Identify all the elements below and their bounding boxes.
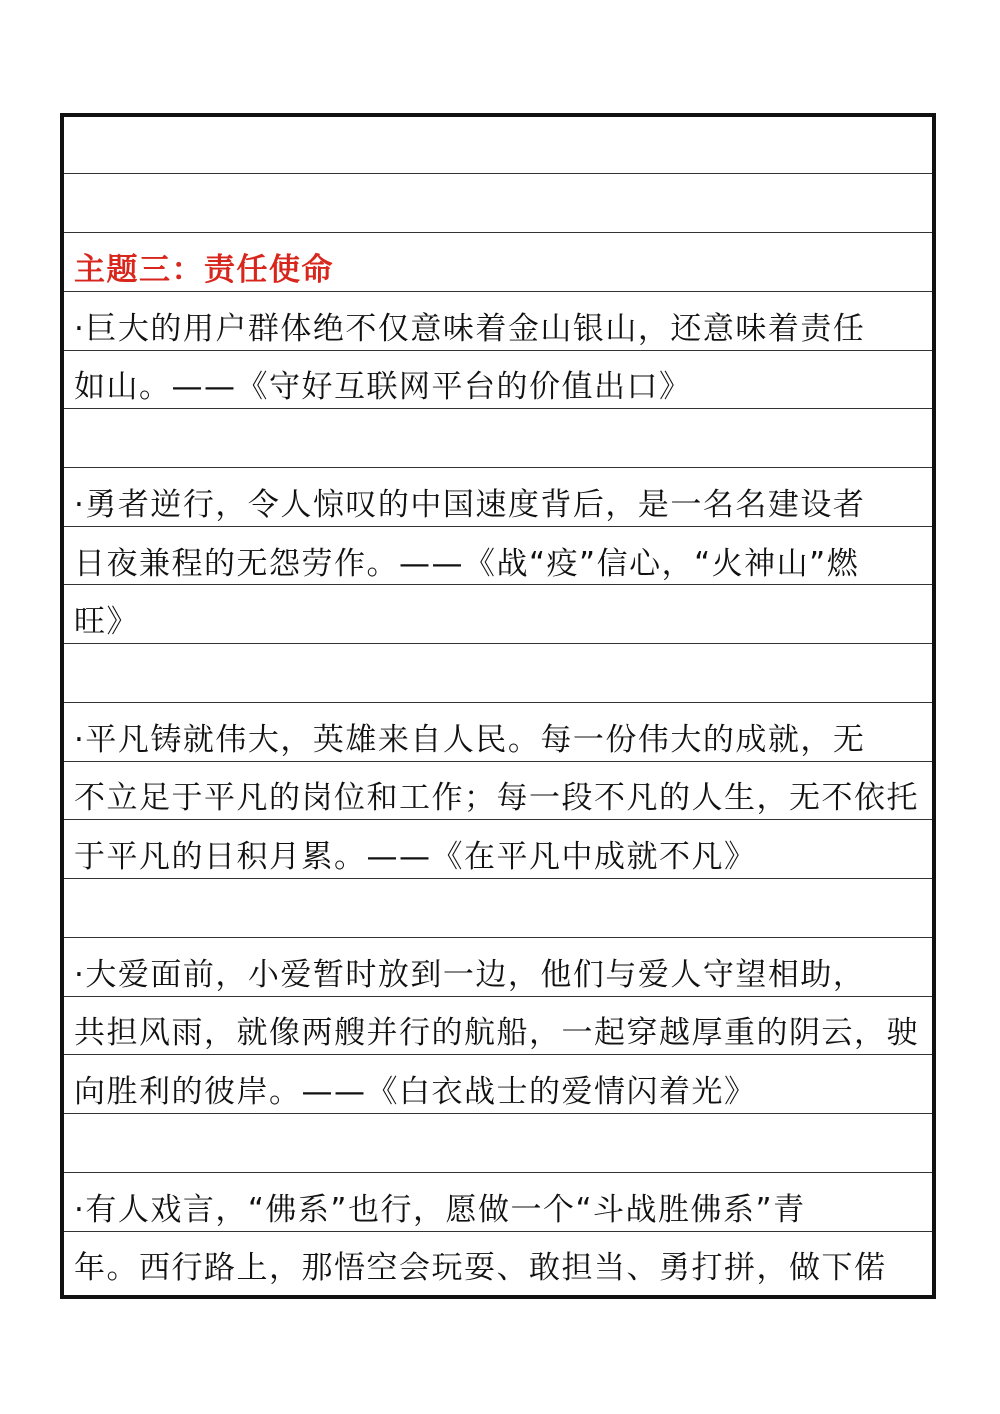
rule-line xyxy=(64,937,932,938)
theme-title: 主题三：责任使命 xyxy=(74,251,334,288)
text-line: ·有人戏言，“佛系”也行，愿做一个“斗战胜佛系”青 xyxy=(74,1191,806,1228)
text-line: ·大爱面前，小爱暂时放到一边，他们与爱人守望相助， xyxy=(74,956,866,993)
text-line: 向胜利的彼岸。——《白衣战士的爱情闪着光》 xyxy=(74,1073,757,1110)
text-line: 如山。——《守好互联网平台的价值出口》 xyxy=(74,368,692,405)
rule-line xyxy=(64,173,932,174)
text-line: 共担风雨，就像两艘并行的航船，一起穿越厚重的阴云，驶 xyxy=(74,1014,919,1051)
text-line: ·平凡铸就伟大，英雄来自人民。每一份伟大的成就，无 xyxy=(74,721,866,758)
rule-line xyxy=(64,467,932,468)
rule-line xyxy=(64,232,932,233)
text-line: ·巨大的用户群体绝不仅意味着金山银山，还意味着责任 xyxy=(74,310,866,347)
rule-line xyxy=(64,1172,932,1173)
text-line: ·勇者逆行，令人惊叹的中国速度背后，是一名名建设者 xyxy=(74,486,866,523)
text-line: 于平凡的日积月累。——《在平凡中成就不凡》 xyxy=(74,838,757,875)
text-line: 旺》 xyxy=(74,603,139,640)
text-line: 不立足于平凡的岗位和工作；每一段不凡的人生，无不依托 xyxy=(74,779,919,816)
lined-notebook-page xyxy=(60,113,936,1299)
rule-line xyxy=(64,702,932,703)
text-line: 年。西行路上，那悟空会玩耍、敢担当、勇打拼，做下偌 xyxy=(74,1249,887,1286)
text-line: 日夜兼程的无怨劳作。——《战“疫”信心，“火神山”燃 xyxy=(74,545,860,582)
